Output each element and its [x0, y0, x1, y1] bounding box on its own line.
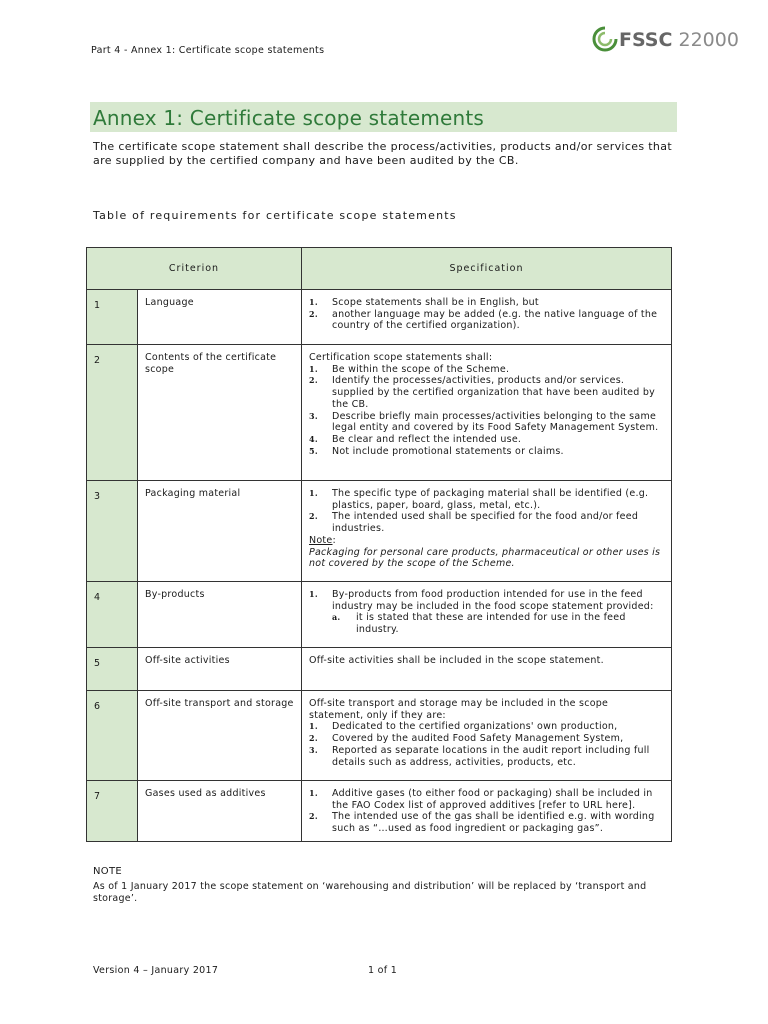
note-body: As of 1 January 2017 the scope statement on ‘warehousing and distribution’ will be replaced by ‘transport and storage’.: [93, 881, 647, 904]
sub-list-item: a. it is stated that these are intended for use in the feed industry.: [332, 612, 626, 636]
list-item: 2. another language may be added (e.g. the native language of the country of the certified organization).: [309, 308, 658, 332]
list-item: 1. Be within the scope of the Scheme.: [309, 363, 510, 375]
running-header: Part 4 - Annex 1: Certificate scope statements: [91, 45, 325, 56]
list-item: 2. Covered by the audited Food Safety Management System,: [309, 733, 624, 745]
list-item: 4. Be clear and reflect the intended use.: [309, 433, 522, 445]
footer-page-number: 1 of 1: [368, 965, 398, 976]
fssc-logo: [592, 26, 742, 54]
table-row: [87, 290, 672, 345]
title-bar: [90, 102, 677, 132]
intro-paragraph: The certificate scope statement shall describe the process/activities, products and/or services that are supplied by the certified company and have been audited by the CB.: [93, 140, 673, 167]
logo-wordmark: FSSC 22000: [619, 29, 739, 51]
row-criterion: Language: [138, 290, 302, 345]
list-item: 1. The specific type of packaging material shall be identified (e.g. plastics, paper, board, glass, metal, etc.).: [309, 488, 649, 511]
table-caption: Table of requirements for certificate scope statements: [93, 209, 457, 222]
row-specification: [302, 781, 672, 842]
list-item: 2. The intended used shall be specified for the food and/or feed industries.: [309, 511, 639, 535]
table-row: [87, 582, 672, 648]
table-header-row: [87, 248, 672, 290]
requirements-table: [86, 247, 672, 842]
list-item: 1. Additive gases (to either food or packaging) shall be included in the FAO Codex list of approved additives [refer to URL here].: [309, 788, 653, 811]
table-row: [87, 691, 672, 781]
row-specification: [302, 290, 672, 345]
row-criterion: Packaging material: [138, 481, 302, 582]
row-specification: [302, 481, 672, 582]
list-item: 1. Dedicated to the certified organizations' own production,: [309, 721, 618, 733]
spec-note: Note:: [309, 534, 336, 546]
row-criterion: Off-site activities: [138, 648, 302, 691]
spec-lead: Off-site transport and storage may be included in the scope statement, only if they are:: [309, 698, 609, 721]
row-specification: Off-site activities shall be included in the scope statement.: [302, 648, 672, 691]
row-criterion: Contents of the certificate scope: [138, 345, 302, 481]
header-criterion: Criterion: [87, 248, 302, 290]
spec-lead: Certification scope statements shall:: [309, 352, 493, 363]
table-row: [87, 481, 672, 582]
spec-note-text: Packaging for personal care products, pharmaceutical or other uses is not covered by the scope of the Scheme.: [309, 546, 661, 570]
list-item: 2. Identify the processes/activities, products and/or services. supplied by the certified organization that have been audited by the CB.: [309, 375, 655, 410]
list-item: 1. By-products from food production intended for use in the feed industry may be included in the food scope statement provided: a. it is stated that these are intended for use in the feed industry.: [309, 589, 665, 636]
list-item: 1. Scope statements shall be in English, but: [309, 297, 539, 308]
header-specification: Specification: [302, 248, 672, 290]
row-number: 4: [87, 582, 138, 648]
list-item: 3. Describe briefly main processes/activities belonging to the same legal entity and covered by its Food Safety Management System.: [309, 410, 659, 434]
row-specification: [302, 345, 672, 481]
row-number: 1: [87, 290, 138, 345]
row-number: 7: [87, 781, 138, 842]
row-specification: [302, 582, 672, 648]
list-item: 3. Reported as separate locations in the audit report including full details such as address, activities, products, etc.: [309, 744, 650, 768]
footer-version: Version 4 – January 2017: [93, 965, 219, 976]
logo-swirl-icon: [592, 26, 618, 52]
note-title: NOTE: [93, 866, 122, 877]
row-specification: [302, 691, 672, 781]
table-row: [87, 345, 672, 481]
row-number: 5: [87, 648, 138, 691]
row-number: 2: [87, 345, 138, 481]
row-number: 6: [87, 691, 138, 781]
row-criterion: Gases used as additives: [138, 781, 302, 842]
list-item: 2. The intended use of the gas shall be identified e.g. with wording such as “…used as food ingredient or packaging gas”.: [309, 811, 655, 835]
row-criterion: By-products: [138, 582, 302, 648]
note-label: Note: [309, 534, 333, 546]
row-number: 3: [87, 481, 138, 582]
list-item: 5. Not include promotional statements or claims.: [309, 445, 564, 457]
table-row: [87, 648, 672, 691]
page-title: Annex 1: Certificate scope statements: [93, 106, 485, 130]
table-row: [87, 781, 672, 842]
row-criterion: Off-site transport and storage: [138, 691, 302, 781]
